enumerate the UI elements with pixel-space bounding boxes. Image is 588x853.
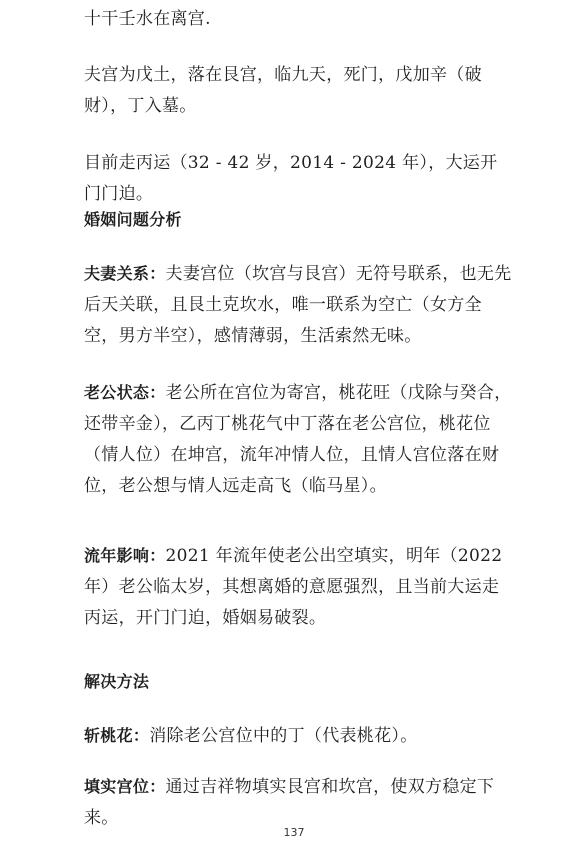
- paragraph-text: 十干壬水在离宫.: [84, 9, 211, 29]
- paragraph-current-luck: [84, 148, 514, 210]
- paragraph-text: 夫宫为戊土，落在艮宫，临九天，死门，戊加辛（破财），丁入墓。: [84, 65, 482, 116]
- term-label: 填实宫位：: [84, 777, 166, 796]
- term-label: 斩桃花：: [84, 726, 150, 745]
- term-label: 流年影响：: [84, 546, 166, 565]
- paragraph-text: 通过吉祥物填实艮宫和坎宫，使双方稳定下来。: [84, 777, 495, 828]
- section-heading-marriage: 婚姻问题分析: [84, 210, 182, 229]
- term-label: 夫妻关系：: [84, 264, 166, 283]
- paragraph-text: 夫妻宫位（坎宫与艮宫）无符号联系，也无先后天关联，且艮土克坎水，唯一联系为空亡（女方全空，男方半空），感情薄弱，生活索然无味。: [84, 264, 512, 346]
- paragraph-text: 目前走丙运（32 - 42 岁，2014 - 2024 年），大运开门门迫。: [84, 153, 498, 204]
- paragraph-text: 老公所在宫位为寄宫，桃花旺（戊除与癸合，还带辛金），乙丙丁桃花气中丁落在老公宫位，桃花位（情人位）在坤宫，流年冲情人位，且情人宫位落在财位，老公想与情人远走高飞（临马星）。: [84, 383, 512, 496]
- paragraph-cut-peach-blossom: [84, 720, 514, 752]
- paragraph-text: 2021 年流年使老公出空填实，明年（2022 年）老公临太岁，其想离婚的意愿强烈，且当前大运走丙运，开门门迫，婚姻易破裂。: [84, 546, 503, 628]
- page-number: 137: [283, 826, 305, 839]
- paragraph-ren-water: [84, 4, 514, 35]
- paragraph-year-influence: [84, 540, 514, 634]
- paragraph-fill-palace: [84, 771, 514, 834]
- term-label: 老公状态：: [84, 383, 166, 402]
- paragraph-husband-palace: [84, 60, 514, 122]
- paragraph-husband-status: [84, 377, 514, 502]
- paragraph-text: 消除老公宫位中的丁（代表桃花）。: [149, 726, 418, 746]
- paragraph-couple-relationship: [84, 258, 514, 352]
- section-heading-solution: 解决方法: [84, 672, 150, 691]
